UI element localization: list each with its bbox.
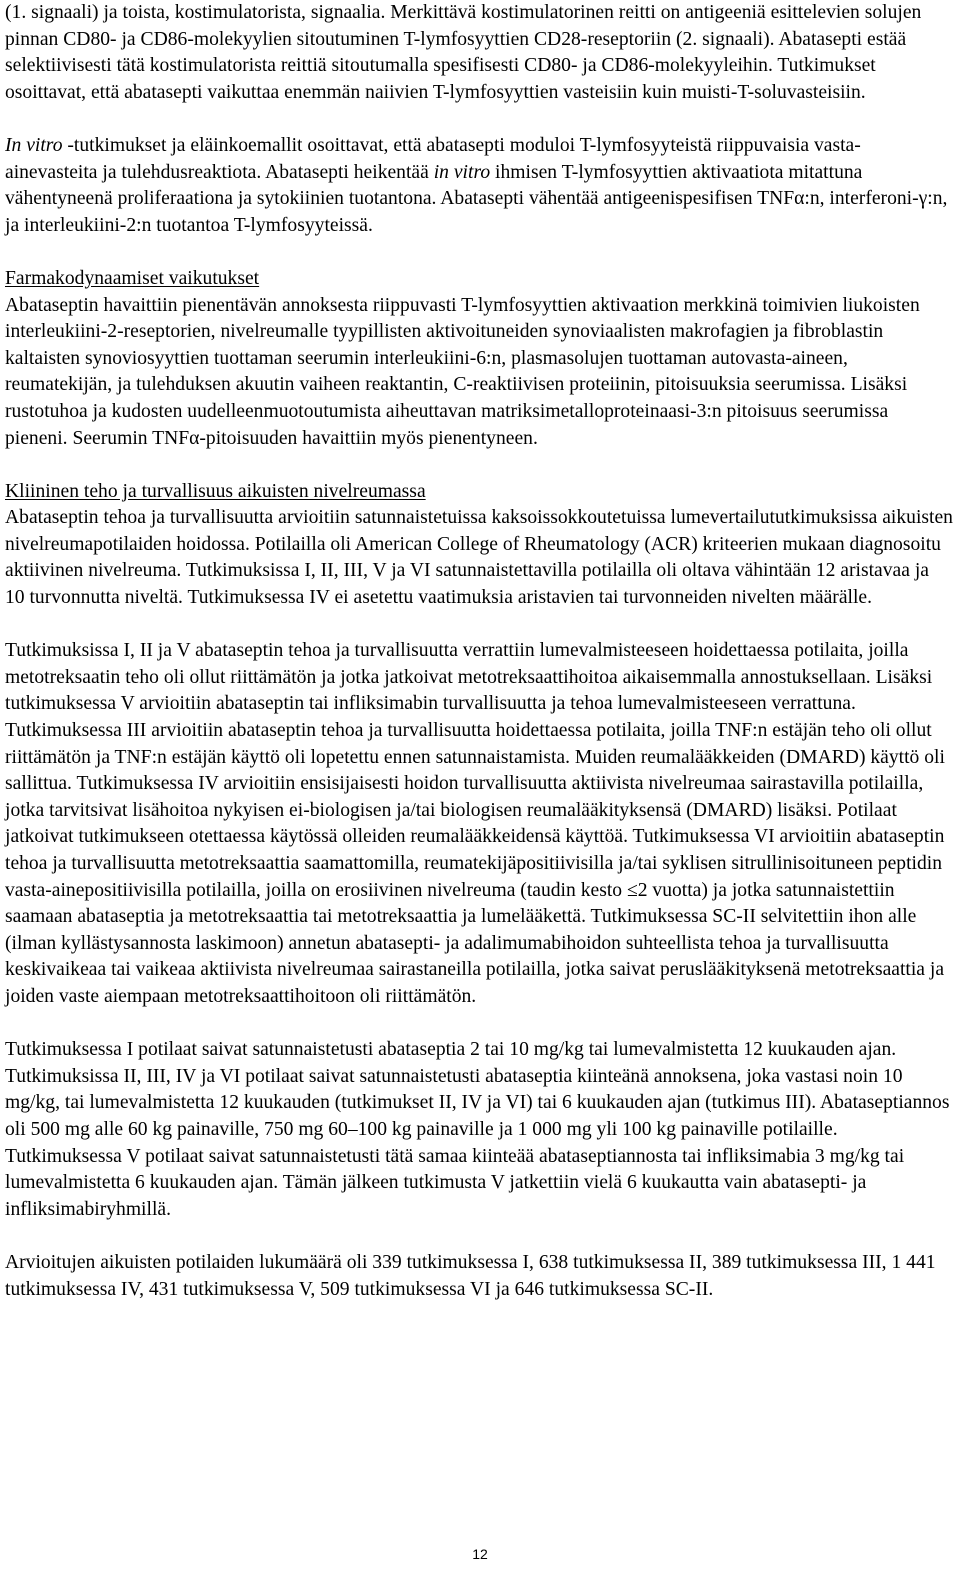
paragraph-in-vitro: [5, 133, 953, 239]
paragraph-dosing: Tutkimuksessa I potilaat saivat satunnaistetusti abataseptia 2 tai 10 mg/kg tai lumevalmistetta 12 kuukauden ajan. Tutkimuksissa II, III, IV ja VI potilaat saivat satunnaistetusti abataseptia kiinteänä annoksena, joka vastasi noin 10 mg/kg, tai lumevalmistetta 12 kuukauden (tutkimukset II, IV ja VI) tai 6 kuukauden ajan (tutkimus III). Abataseptiannos oli 500 mg alle 60 kg painaville, 750 mg 60–100 kg painaville ja 1 000 mg yli 100 kg painaville potilaille. Tutkimuksessa V potilaat saivat satunnaistetusti tätä samaa kiinteää abataseptiannosta tai infliksimabia 3 mg/kg tai lumevalmistetta 6 kuukauden ajan. Tämän jälkeen tutkimusta V jatkettiin vielä 6 kuukautta vain abatasepti- ja infliksimabiryhmillä.: [5, 1039, 950, 1220]
in-vitro-text-a: -tutkimukset ja eläinkoemallit osoittavat, että abatasepti moduloi T-lymfosyyteistä riippuvaisia vasta-ainevasteita ja tulehdusreaktiota. Abatasepti heikentää: [5, 134, 861, 183]
heading-clinical-efficacy: Kliininen teho ja turvallisuus aikuisten nivelreumassa: [5, 480, 426, 502]
page-number: 12: [472, 1546, 488, 1562]
in-vitro-italic: In vitro: [5, 134, 63, 156]
paragraph-study-design: Abataseptin tehoa ja turvallisuutta arvioitiin satunnaistetuissa kaksoissokkoutetuissa lumevertailututkimuksissa aikuisten nivelreumapotilaiden hoidossa. Potilailla oli American College of Rheumatology (ACR) kriteerien mukaan diagnosoitu aktiivinen nivelreuma. Tutkimuksissa I, II, III, V ja VI satunnaistettavilla potilailla oli oltava vähintään 12 aristavaa ja 10 turvonnutta niveltä. Tutkimuksessa IV ei asetettu vaatimuksia aristavien tai turvonneiden nivelten määrälle.: [5, 507, 953, 609]
in-vitro-text-b: ihmisen T-lymfosyyttien aktivaatiota mitattuna vähentyneenä proliferaationa ja sytokiinien tuotantona. Abatasepti vähentää antigeenispesifisen TNFα:n, interferoni-γ:n, ja interleukiini-2:n tuotantoa T-lymfosyyteissä.: [5, 161, 948, 236]
paragraph-patient-counts: Arvioitujen aikuisten potilaiden lukumäärä oli 339 tutkimuksessa I, 638 tutkimuksessa II, 389 tutkimuksessa III, 1 441 tutkimuksessa IV, 431 tutkimuksessa V, 509 tutkimuksessa VI ja 646 tutkimuksessa SC-II.: [5, 1251, 936, 1300]
in-vitro-italic-2: in vitro: [433, 161, 491, 183]
paragraph-pharmacodynamics: Abataseptin havaittiin pienentävän annoksesta riippuvasti T-lymfosyyttien aktivaation merkkinä toimivien liukoisten interleukiini-2-reseptorien, nivelreumalle tyypillisten aktivoituneiden synoviaalisten makrofagien ja fibroblastin kaltaisten synoviosyyttien tuottaman seerumin interleukiini-6:n, plasmasolujen tuottaman autovasta-aineen, reumatekijän, ja tulehduksen akuutin vaiheen reaktantin, C-reaktiivisen proteiinin, pitoisuuksia seerumissa. Lisäksi rustotuhoa ja kudosten uudelleenmuotoutumista aiheuttavan matriksimetalloproteinaasi-3:n pitoisuus seerumissa pieneni. Seerumin TNFα-pitoisuuden havaittiin myös pienentyneen.: [5, 294, 920, 449]
heading-pharmacodynamics: Farmakodynaamiset vaikutukset: [5, 267, 260, 289]
paragraph-costimulation: (1. signaali) ja toista, kostimulatorista, signaalia. Merkittävä kostimulatorinen reitti on antigeeniä esittelevien solujen pinnan CD80- ja CD86-molekyylien sitoutuminen T-lymfosyyttien CD28-reseptoriin (2. signaali). Abatasepti estää selektiivisesti tätä kostimulatorista reittiä sitoutumalla spesifisesti CD80- ja CD86-molekyyleihin. Tutkimukset osoittavat, että abatasepti vaikuttaa enemmän naiivien T-lymfosyyttien vasteisiin kuin muisti-T-soluvasteisiin.: [5, 2, 922, 103]
document-page: [5, 0, 953, 1303]
paragraph-study-comparisons: Tutkimuksissa I, II ja V abataseptin tehoa ja turvallisuutta verrattiin lumevalmisteeseen hoidettaessa potilaita, joilla metotreksaatin teho oli ollut riittämätön ja jotka jatkoivat metotreksaattihoitoa aikaisemmalla annostuksellaan. Lisäksi tutkimuksessa V arvioitiin abataseptin tai infliksimabin turvallisuutta ja tehoa lumevalmisteeseen verrattuna. Tutkimuksessa III arvioitiin abataseptin tehoa ja turvallisuutta hoidettaessa potilaita, joilla TNF:n estäjän teho oli ollut riittämätön ja TNF:n estäjän käyttö oli lopetettu ennen satunnaistamista. Muiden reumalääkkeiden (DMARD) käyttö oli sallittua. Tutkimuksessa IV arvioitiin ensisijaisesti hoidon turvallisuutta aktiivista nivelreumaa sairastavilla potilailla, jotka tarvitsivat lisähoitoa nykyisen ei-biologisen ja/tai biologisen reumalääkityksensä (DMARD) lisäksi. Potilaat jatkoivat tutkimukseen otettaessa käytössä olleiden reumalääkkeidensä käyttöä. Tutkimuksessa VI arvioitiin abataseptin tehoa ja turvallisuutta metotreksaattia saamattomilla, reumatekijäpositiivisilla ja/tai syklisen sitrullinisoituneen peptidin vasta-ainepositiivisilla potilailla, joilla on erosiivinen nivelreuma (taudin kesto ≤2 vuotta) ja jotka satunnaistettiin saamaan abataseptia ja metotreksaattia tai metotreksaattia ja lumelääkettä. Tutkimuksessa SC-II selvitettiin ihon alle (ilman kyllästysannosta laskimoon) annetun abatasepti- ja adalimumabihoidon suhteellista tehoa ja turvallisuutta keskivaikeaa tai vaikeaa aktiivista nivelreumaa sairastaneilla potilailla, jotka saivat peruslääkityksenä metotreksaattia ja joiden vaste aiempaan metotreksaattihoitoon oli riittämätön.: [5, 640, 945, 1007]
